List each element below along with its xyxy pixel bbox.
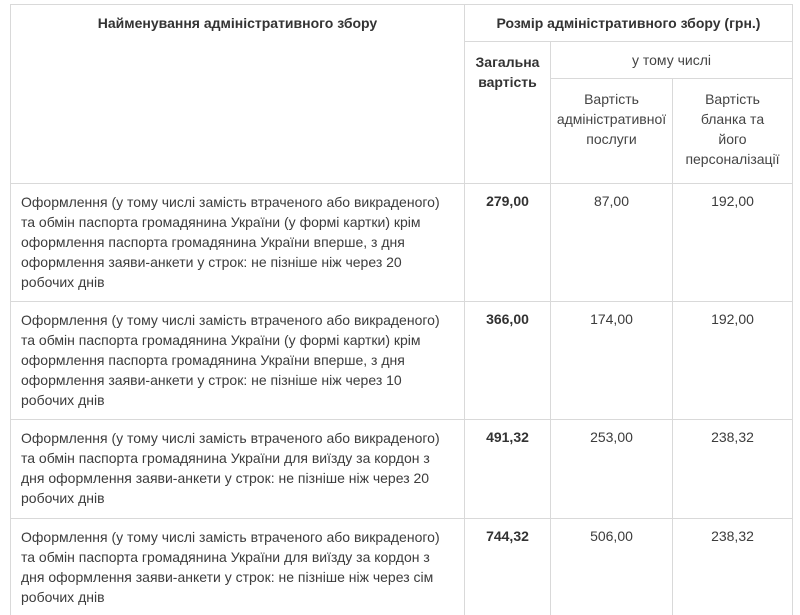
fee-name-line: оформлення заяви-анкети у строк: не пізніше ніж через 20 (21, 254, 402, 270)
table-row (11, 184, 793, 302)
header-name-text: Найменування адміністративного збору (97, 15, 378, 31)
header-blank-line: персоналізації (685, 151, 780, 167)
fee-blank-cell: 192,00 (673, 184, 793, 302)
table-row (11, 420, 793, 519)
fee-service-cell: 87,00 (551, 184, 673, 302)
header-blank-cell (673, 79, 793, 184)
table-row (11, 519, 793, 615)
fee-name-line: робочих днів (21, 392, 105, 408)
fee-name-line: робочих днів (21, 589, 105, 605)
fee-name-line: дня оформлення заяви-анкети у строк: не пізніше ніж через сім (21, 569, 434, 585)
fee-name-cell (11, 184, 465, 302)
fee-total-cell: 744,32 (465, 519, 551, 615)
fee-name-line: та обмін паспорта громадянина України (у формі картки) крім (21, 214, 421, 230)
fee-name-line: Оформлення (у тому числі замість втраченого або викраденого) (21, 529, 440, 545)
header-service-line: Вартість (584, 91, 639, 107)
header-service-line: послуги (586, 131, 637, 147)
fee-blank-cell: 192,00 (673, 302, 793, 420)
header-total-line: Загальна (475, 54, 540, 70)
fee-name-line: оформлення паспорта громадянина України вперше, з дня (21, 234, 405, 250)
fee-name-cell (11, 302, 465, 420)
fee-total-cell: 279,00 (465, 184, 551, 302)
fees-table (10, 4, 793, 615)
fee-total-cell: 491,32 (465, 420, 551, 519)
fee-service-cell: 174,00 (551, 302, 673, 420)
header-size-text: Розмір адміністративного збору (грн.) (496, 15, 761, 31)
header-blank-line: бланка та (700, 111, 765, 127)
header-name-cell (11, 5, 465, 184)
fee-name-line: робочих днів (21, 490, 105, 506)
fee-name-line: дня оформлення заяви-анкети у строк: не пізніше ніж через 20 (21, 470, 430, 486)
header-total-cell (465, 42, 551, 184)
header-service-line: адміністративної (556, 111, 667, 127)
fee-name-line: оформлення заяви-анкети у строк: не пізніше ніж через 10 (21, 372, 402, 388)
fee-name-cell (11, 420, 465, 519)
header-size-cell (465, 5, 793, 42)
fee-service-cell: 506,00 (551, 519, 673, 615)
fee-name-line: Оформлення (у тому числі замість втраченого або викраденого) (21, 430, 440, 446)
fee-name-line: та обмін паспорта громадянина України (у формі картки) крім (21, 332, 421, 348)
header-blank-line: Вартість (705, 91, 760, 107)
fee-name-line: та обмін паспорта громадянина України для виїзду за кордон з (21, 549, 430, 565)
fee-name-cell (11, 519, 465, 615)
fee-name-line: та обмін паспорта громадянина України для виїзду за кордон з (21, 450, 430, 466)
fee-name-line: Оформлення (у тому числі замість втраченого або викраденого) (21, 194, 440, 210)
fee-name-line: оформлення паспорта громадянина України вперше, з дня (21, 352, 405, 368)
header-including-cell (551, 42, 793, 79)
fee-name-line: робочих днів (21, 274, 105, 290)
table-row (11, 302, 793, 420)
header-including-text: у тому числі (632, 52, 711, 68)
header-service-cell (551, 79, 673, 184)
header-row-1 (11, 5, 793, 42)
fee-service-cell: 253,00 (551, 420, 673, 519)
header-total-line: вартість (478, 74, 537, 90)
fee-blank-cell: 238,32 (673, 420, 793, 519)
fee-total-cell: 366,00 (465, 302, 551, 420)
fee-name-line: Оформлення (у тому числі замість втраченого або викраденого) (21, 312, 440, 328)
header-blank-line: його (718, 131, 747, 147)
fee-blank-cell: 238,32 (673, 519, 793, 615)
